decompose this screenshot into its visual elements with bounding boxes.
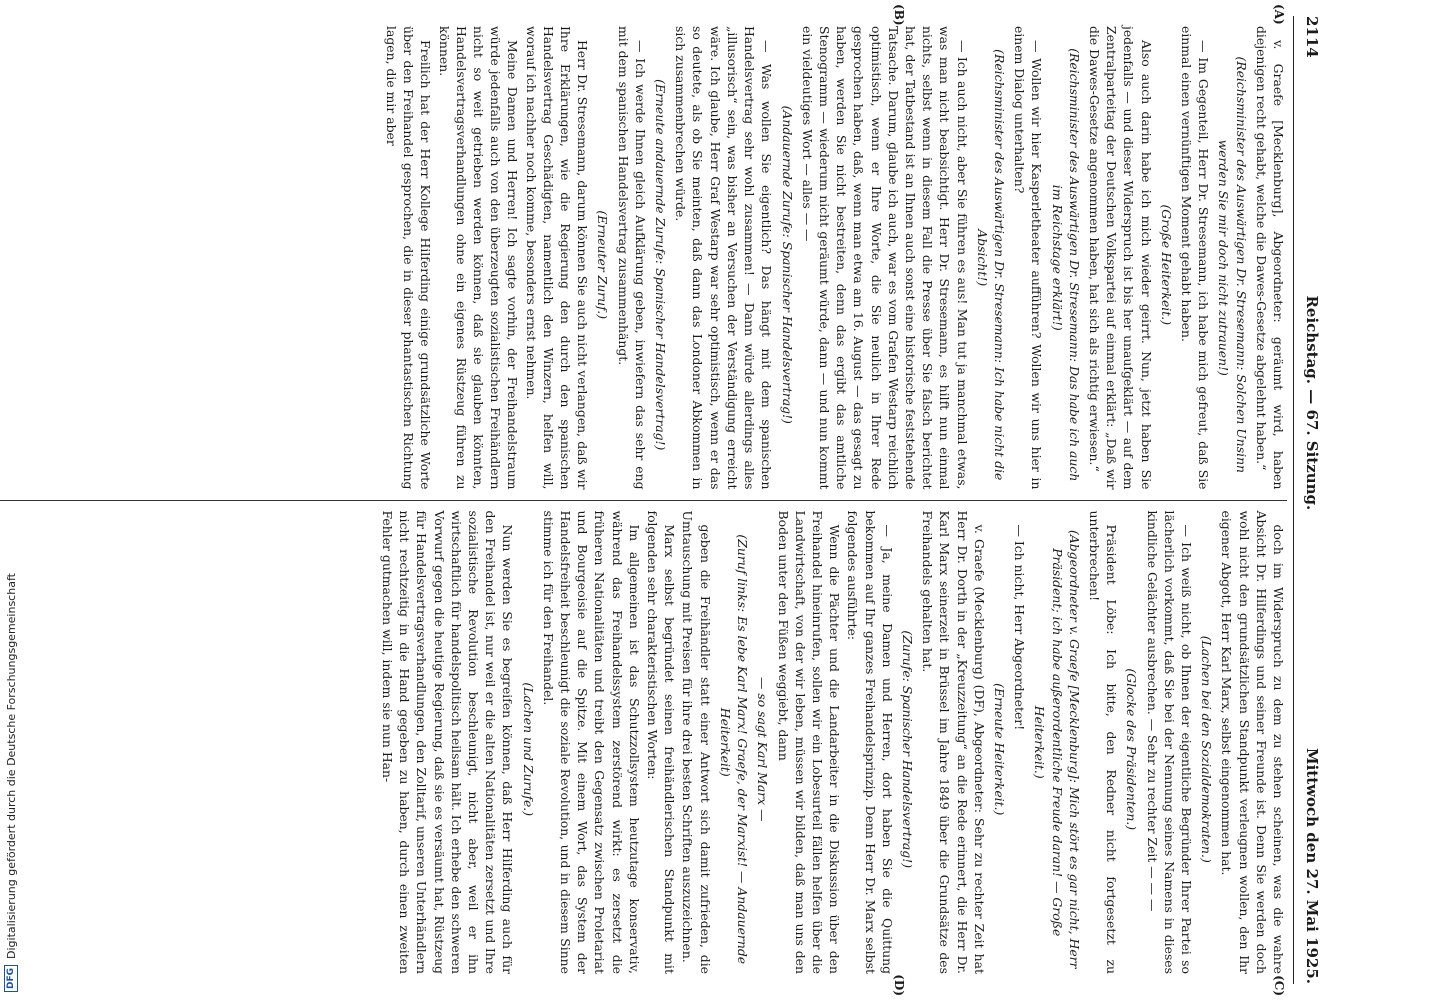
paragraph: Also auch darin habe ich mich wieder geirrt. Nun, jetzt haben Sie jedenfalls — und dieser Widerspruch ist bis her unaufgeklärt — auf dem Zentralparteitag der Deutschen Volkspartei auf einmal erklärt: „Daß wir die Dawes-Gesetze angenommen haben, hat sich als richtig erwiesen.“ xyxy=(1086,26,1154,490)
paragraph: v. Graefe (Mecklenburg) (DF), Abgeordneter: Sehr zu rechter Zeit hat Herr Dr. Dorth in der „Kreuzzeitung“ an die Rede erinnert, die Herr Dr. Karl Marx seinerzeit in Brüssel im Jahre 1849 über die Grundsätze des Freihandels gehalten hat. xyxy=(920,510,987,974)
paragraph: — Im Gegenteil, Herr Dr. Stresemann, ich habe mich gefreut, daß Sie einmal einen vernünftigen Moment gehabt haben. xyxy=(1178,26,1212,490)
paragraph: (Große Heiterkeit.) xyxy=(1158,204,1174,326)
paragraph: (Andauernde Zurufe: Spanischer Handelsvertrag!) xyxy=(779,105,795,424)
paragraph: (Abgeordneter v. Graefe [Mecklenburg]: Mich stört es gar nicht, Herr Präsident; ich habe außerordentliche Freude daran! — Große Heiterkeit.) xyxy=(1032,529,1082,969)
footer-text: Digitalisierung gefördert durch die Deutsche Forschungsgemeinschaft xyxy=(4,573,18,959)
paragraph: (Reichsminister des Auswärtigen Dr. Stresemann: Solchen Unsinn werden Sie mir doch nicht zutrauen!) xyxy=(1216,56,1249,474)
text-columns xyxy=(0,4,1287,996)
left-column xyxy=(0,4,1287,501)
margin-mark-b: (B) xyxy=(892,4,906,26)
margin-mark-c: (C) xyxy=(1272,975,1286,996)
paragraph: (Erneuter Zuruf.) xyxy=(595,210,611,320)
paragraph: (Lachen und Zurufe.) xyxy=(520,682,536,817)
dfg-logo: DFG xyxy=(4,965,18,992)
margin-mark-d: (D) xyxy=(892,974,906,996)
paragraph: Herr Dr. Stresemann, darum können Sie auch nicht verlangen, daß wir Ihre Erklärungen, wie die Regierung den durch den spanischen Handelsvertrag Geschädigten, namentlich den Winzern, helfen will, worauf ich nachher noch komme, besonders ernst nehmen. xyxy=(523,26,591,490)
paragraph: — Wollen wir hier Kasperletheater aufführen? Wollen wir uns hier in einem Dialog unterhalten? xyxy=(1012,26,1045,490)
paragraph: (Reichsminister des Auswärtigen Dr. Stresemann: Das habe ich auch im Reichstage erklärt!) xyxy=(1049,48,1082,482)
running-title: Reichstag. — 67. Sitzung. xyxy=(1303,295,1321,511)
paragraph: — Ja, meine Damen und Herren, dort haben Sie die Quittung bekommen auf Ihr ganzes Freihandelsprinzip. Denn Herr Dr. Marx selbst folgendes ausführte: xyxy=(845,510,895,974)
paragraph: Wenn die Pächter und die Landarbeiter in die Diskussion über den Freihandel hineinrufen, sollen wir ein Lobesurteil fällen helfen über die Landwirtschaft, von der wir leben, müssen wir bilden, daß man uns den Boden unter den Füßen weggiebt, dann xyxy=(775,510,843,974)
paragraph: — Ich auch nicht, aber Sie führen es aus! Man tut ja manchmal etwas, was man nicht beabsichtigt. Herr Dr. Stresemann, es hilft nun einmal nichts, selbst wenn in diesem Fall die Presse über Sie falsch berichtet hat, der Tatbestand ist an Ihnen auch sonst eine historische feststehende Tatsache. Darum, glaube ich auch, war es vom Grafen Westarp reichlich optimistisch, wenn er Ihre Worte, die Sie neulich in Ihrer Rede gesprochen haben, daß, wenn man etwa am 16. August — das gesagt zu haben, werden Sie nicht bestreiten, denn das ergibt das amtliche Stenogramm — wiederum nicht geräumt würde, dann — und nun kommt ein vieldeutiges Wort — alles — — xyxy=(799,26,970,490)
paragraph: (Reichsminister des Auswärtigen Dr. Stresemann: Ich habe nicht die Absicht!) xyxy=(974,49,1007,481)
page-number: 2114 xyxy=(1303,16,1321,58)
session-date: Mittwoch den 27. Mai 1925. xyxy=(1303,747,1321,984)
paragraph: — Ich weiß nicht, ob Ihnen der eigentliche Begründer Ihrer Partei so lächerlich vorkommt, daß Sie bei der Nennung seines Namens in dieses kindliche Gelächter ausbrechen. — Sehr zu rechter Zeit — — — xyxy=(1144,510,1194,974)
right-column xyxy=(0,501,1287,996)
paragraph: (Erneute Heiterkeit.) xyxy=(991,683,1007,816)
paragraph: — Ich nicht, Herr Abgeordneter! xyxy=(1012,524,1028,731)
paragraph: (Erneute andauernde Zurufe: Spanischer Handelsvertrag!) xyxy=(653,79,669,451)
paragraph: Marx selbst begründet seinen freihändlerischen Standpunkt mit folgenden sehr charakteristischen Worten: xyxy=(645,510,678,974)
margin-mark-a: (A) xyxy=(1272,4,1286,25)
paragraph: Meine Damen und Herren! Ich sagte vorhin, der Freihandelstraum würde jedenfalls auch von den überzeugten sozialistischen Freihändlern nicht so weit getrieben werden können, daß sie glauben könnten, Handelsvertragsverhandlungen ohne ein eigenes Rüstzeug führen zu können. xyxy=(436,26,521,490)
paragraph: — Ich werde Ihnen gleich Aufklärung geben, inwiefern das sehr eng mit dem spanischen Handelsvertrag zusammenhängt. xyxy=(615,26,648,490)
paragraph: Im allgemeinen ist das Schutzzollsystem heutzutage konservativ, während das Freihandelssystem zerstörend wirkt: es zersetzt die früheren Nationalitäten und treibt den Gegensatz zwischen Proletariat und Bourgeoisie auf die Spitze. Mit einem Wort, das System der Handelsfreiheit beschleunigt die soziale Revolution, und in diesem Sinne stimme ich für den Freihandel. xyxy=(540,510,642,974)
paragraph: doch im Widerspruch zu dem zu stehen scheinen, was die wahre Absicht Dr. Hilferdings und seiner Freunde ist. Denn Sie werden doch wohl nicht den grundsätzlichen Standpunkt verleugnen wollen, den Ihr eigener Abgott, Herr Karl Marx, selbst eingenommen hat. xyxy=(1219,510,1286,974)
page-header xyxy=(1293,16,1330,984)
paragraph: (Zuruf links: Es lebe Karl Marx! Graefe, der Marxist! — Andauernde Heiterkeit) xyxy=(717,534,751,965)
paragraph: — so sagt Karl Marx — xyxy=(755,677,771,822)
paragraph: (Lachen bei den Sozialdemokraten.) xyxy=(1199,635,1215,863)
paragraph: v. Graefe [Mecklenburg], Abgeordneter: geräumt wird, haben diejenigen recht gehabt, welche die Dawes-Gesetze abgelehnt haben.“ xyxy=(1253,26,1286,490)
paragraph: Präsident Löbe: Ich bitte, den Redner nicht fortgesetzt zu unterbrechen! xyxy=(1086,510,1120,974)
paragraph: (Glocke des Präsidenten.) xyxy=(1124,668,1140,831)
paragraph: geben die Freihändler statt einer Antwort sich damit zufrieden, die Umtauschung mit Preisen für ihre drei besten Schriften auszuzeichnen. xyxy=(680,510,713,974)
paragraph: Freilich hat der Herr Kollege Hilferding einige grundsätzliche Worte über den Freihandel gesprochen, die in dieser phantastischen Richtung lagen, die mir aber xyxy=(384,26,434,490)
paragraph: (Zurufe: Spanischer Handelsvertrag!) xyxy=(899,630,915,869)
paragraph: — Was wollen Sie eigentlich? Das hängt mit dem spanischen Handelsvertrag sehr wohl zusammen! — Dann würde allerdings alles „illusorisch“ sein, was bisher an Versuchen der Verständigung erreicht wäre. Ich glaube, Herr Graf Westarp war sehr optimistisch, wenn er das so deutete, als ob Sie meinten, daß dann das Londoner Abkommen in sich zusammenbrechen würde. xyxy=(673,26,775,490)
paragraph: Nun werden Sie es begreifen können, daß Herr Hilferding auch für den Freihandel ist, nur weil er die alten Nationalitäten zersetzt und Ihre sozialistische Revolution beschleunigt, nicht aber, weil er ihn wirtschaftlich für handelspolitisch heilsam hält. Ich erhebe den schweren Vorwurf gegen die heutige Regierung, daß sie es versäumt hat, Rüstzeug für Handelsvertragsverhandlungen, den Zolltarif, unseren Unterhändlern nicht rechtzeitig in die Hand gegeben zu haben, durch einen zweiten Fehler gutmachen will, indem sie nun Han- xyxy=(380,510,516,974)
